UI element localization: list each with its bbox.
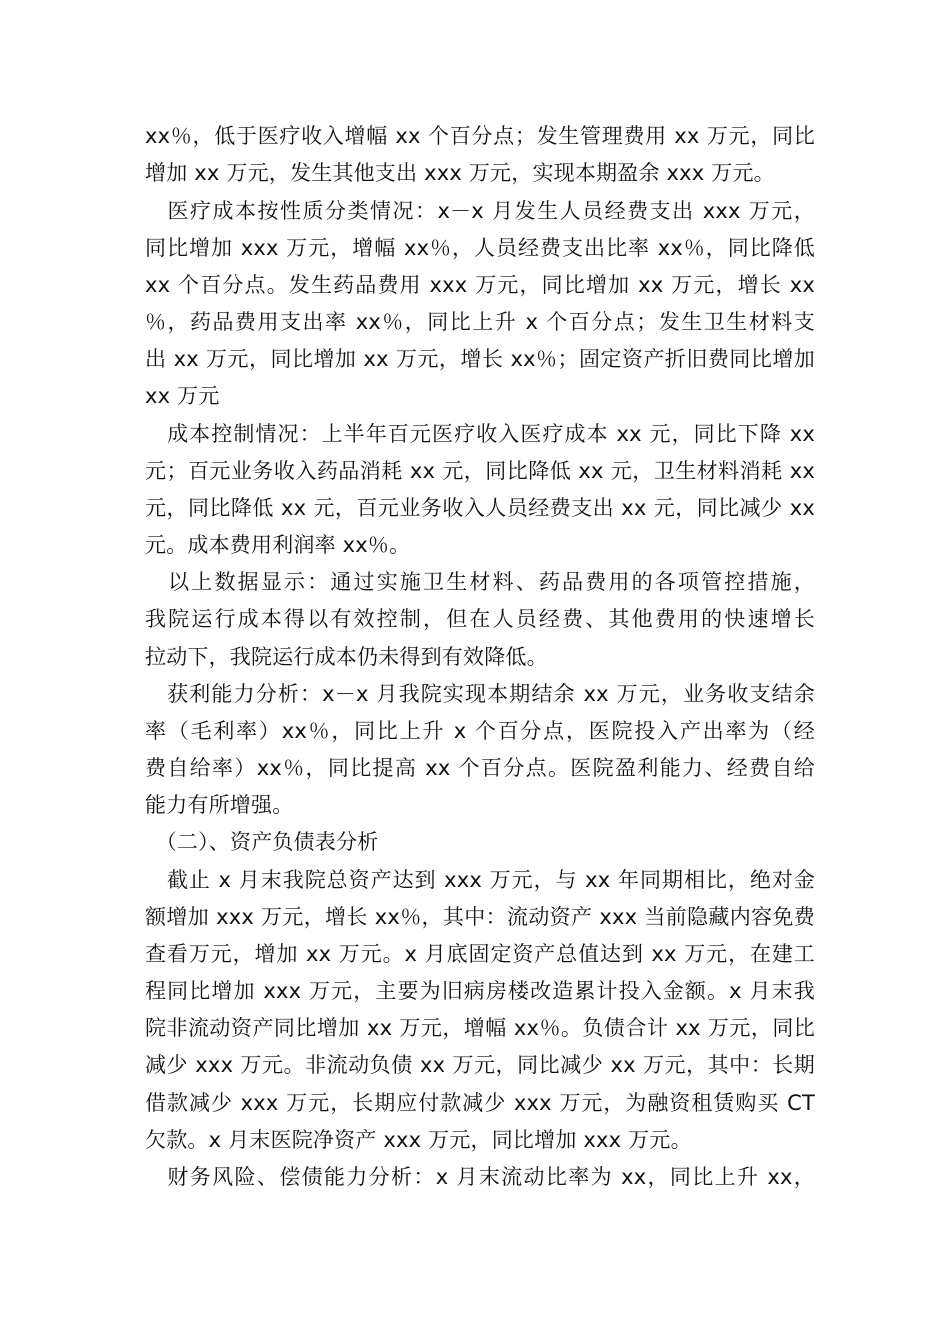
paragraph-line: 额增加 xxx 万元，增长 xx％，其中：流动资产 xxx 当前隐藏内容免费 bbox=[145, 905, 815, 929]
paragraph-line: xx 个百分点。发生药品费用 xxx 万元，同比增加 xx 万元，增长 xx bbox=[145, 273, 815, 297]
paragraph-line: 欠款。x 月末医院净资产 xxx 万元，同比增加 xxx 万元。 bbox=[145, 1128, 692, 1152]
paragraph-line: 获利能力分析：x－x 月我院实现本期结余 xx 万元，业务收支结余 bbox=[145, 682, 815, 706]
paragraph-line: 减少 xxx 万元。非流动负债 xx 万元，同比减少 xx 万元，其中：长期 bbox=[145, 1053, 815, 1077]
paragraph-line: 费自给率）xx％，同比提高 xx 个百分点。医院盈利能力、经费自给 bbox=[145, 756, 815, 780]
paragraph-line: xx％，低于医疗收入增幅 xx 个百分点；发生管理费用 xx 万元，同比 bbox=[145, 124, 815, 148]
paragraph-line: 借款减少 xxx 万元，长期应付款减少 xxx 万元，为融资租赁购买 CT bbox=[145, 1091, 815, 1115]
paragraph-line: 查看万元，增加 xx 万元。x 月底固定资产总值达到 xx 万元，在建工 bbox=[145, 942, 815, 966]
section-heading: （二）、资产负债表分析 bbox=[145, 830, 379, 854]
paragraph-line: 元。成本费用利润率 xx％。 bbox=[145, 533, 411, 557]
paragraph-line: 出 xx 万元，同比增加 xx 万元，增长 xx％；固定资产折旧费同比增加 bbox=[145, 347, 815, 371]
paragraph-line: 元；百元业务收入药品消耗 xx 元，同比降低 xx 元，卫生材料消耗 xx bbox=[145, 459, 815, 483]
paragraph-line: ％，药品费用支出率 xx％，同比上升 x 个百分点；发生卫生材料支 bbox=[145, 310, 815, 334]
paragraph-line: 截止 x 月末我院总资产达到 xxx 万元，与 xx 年同期相比，绝对金 bbox=[145, 868, 815, 892]
paragraph-line: 院非流动资产同比增加 xx 万元，增幅 xx％。负债合计 xx 万元，同比 bbox=[145, 1016, 815, 1040]
paragraph-line: 财务风险、偿债能力分析：x 月末流动比率为 xx，同比上升 xx， bbox=[145, 1165, 815, 1189]
paragraph-line: 拉动下，我院运行成本仍未得到有效降低。 bbox=[145, 645, 548, 669]
paragraph-line: 元，同比降低 xx 元，百元业务收入人员经费支出 xx 元，同比减少 xx bbox=[145, 496, 815, 520]
paragraph-line: 同比增加 xxx 万元，增幅 xx％，人员经费支出比率 xx％，同比降低 bbox=[145, 236, 815, 260]
paragraph-line: 程同比增加 xxx 万元，主要为旧病房楼改造累计投入金额。x 月末我 bbox=[145, 979, 815, 1003]
paragraph-line: 我院运行成本得以有效控制，但在人员经费、其他费用的快速增长 bbox=[145, 607, 815, 631]
paragraph-line: 能力有所增强。 bbox=[145, 793, 294, 817]
paragraph-line: 增加 xx 万元，发生其他支出 xxx 万元，实现本期盈余 xxx 万元。 bbox=[145, 161, 775, 185]
paragraph-line: 以上数据显示：通过实施卫生材料、药品费用的各项管控措施， bbox=[145, 570, 815, 594]
paragraph-line: 成本控制情况：上半年百元医疗收入医疗成本 xx 元，同比下降 xx bbox=[145, 422, 815, 446]
paragraph-line: xx 万元 bbox=[145, 384, 220, 408]
paragraph-line: 医疗成本按性质分类情况：x－x 月发生人员经费支出 xxx 万元， bbox=[145, 199, 815, 223]
paragraph-line: 率（毛利率）xx％，同比上升 x 个百分点，医院投入产出率为（经 bbox=[145, 719, 815, 743]
